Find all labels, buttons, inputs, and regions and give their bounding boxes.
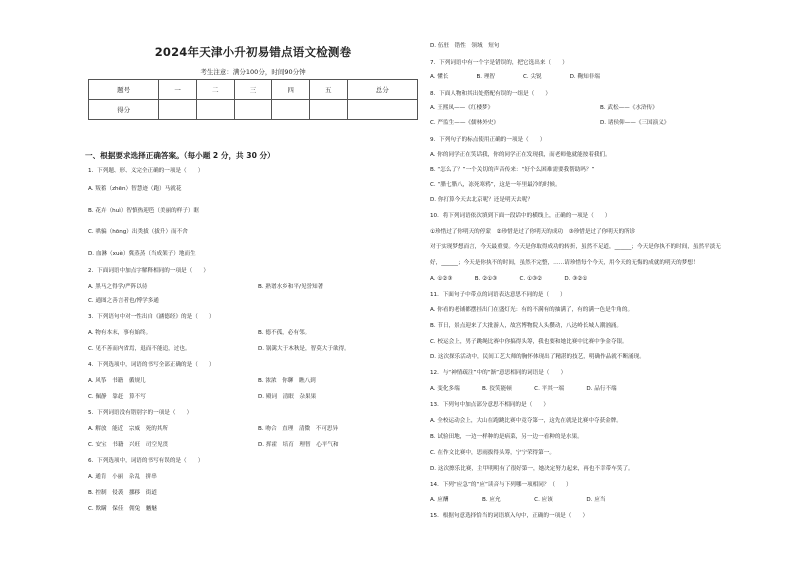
option-line: A. 你的同学正在笑话我，你的同学正在发现我，而老师他就能按着我们。 [430, 152, 611, 158]
score-header-cell: 二 [196, 80, 234, 100]
option-line: A. 你看的老铺都摆挂出门在盛灯光：有的不满有的抽满了，有的满一色是牛角的。 [430, 307, 634, 313]
section-heading: 一、根据要求选择正确答案。（每小题 2 分，共 30 分） [85, 151, 275, 160]
score-row [89, 100, 418, 120]
option-line: C. 严监生——《儒林外史》 [430, 120, 499, 126]
score-cell[interactable] [196, 100, 234, 120]
option-line: A. ①②③ B. ②①③ C. ①③② D. ③②① [430, 276, 588, 282]
option-line: D. 诸侯仰——《三国演义》 [600, 120, 670, 126]
exam-notice: 考生注意：满分100分，时间90分钟 [200, 68, 306, 76]
score-header-cell: 五 [309, 80, 347, 100]
option-line: A. 黑马之得学/严阵以待 [88, 284, 148, 290]
option-line: B. “怎么了？”一个关切的声音传来：“好个么困难需要我帮助吗？” [430, 167, 595, 173]
option-line: A. 物有本末，事有始终。 [88, 330, 152, 336]
option-line: C. 欺瞒 保佳 佣兔 魑魅 [88, 506, 157, 512]
question-line: 14．下列“应急”的“应”读音与下列哪一项相同？（ ） [430, 482, 572, 488]
option-line: B. 试验田地，一边一样种的是病菜，另一边一看种的是水果。 [430, 434, 583, 440]
option-line: B. 德不孤，必有邻。 [258, 330, 311, 336]
option-line: B. 吻合 直理 清微 不可思异 [258, 426, 339, 432]
score-header-cell: 三 [234, 80, 272, 100]
score-cell[interactable] [309, 100, 347, 120]
option-line: A. 风筝 书籍 循规儿 [88, 378, 146, 384]
question-line: 7．下列词语中有一个字是错误的，把它选出来（ ） [430, 60, 568, 66]
option-line: D. 挥霍 培育 理智 心平气和 [258, 442, 339, 448]
option-line: B. 熟谱水乡和平/见誉知著 [258, 284, 324, 290]
question-line: 9．下列句子的标点使用正确的一项是（ ） [430, 137, 546, 143]
question-line: 13．下列句中加点部分意思不相同的是（ ） [430, 402, 549, 408]
question-line: 1．下列题、形、义完全正确的一项是（ ） [88, 168, 204, 174]
option-line: D. 你打算今天去北京呢？还是明天去呢？ [430, 197, 533, 203]
question-line: 3．下列语句中对一性出自《涵德经》的是（ ） [88, 314, 215, 320]
question-line: 2．下面词语中加点字解释相同的一项是（ ） [88, 268, 210, 274]
question-line: 12．与“神情疏注”中的“渐”意思相同的词语是（ ） [430, 370, 567, 376]
option-line: C. 安宝 书籍 兴旺 司空见贯 [88, 442, 169, 448]
option-line: B. 节日，景点迎来了大批游人，故宫博物院人头攒动，八达岭长城人潮汹涌。 [430, 323, 622, 329]
score-cell[interactable] [234, 100, 272, 120]
score-header-cell: 题号 [89, 80, 159, 100]
passage-line: 好，______；今天是你执不的时间，虽然不完整，……请珍惜每个今天，用今天的无悔的成就的明天的梦想！ [430, 260, 699, 266]
option-line: A. 叛蓄（zhēn）智慧迹（跑）马就花 [88, 186, 182, 192]
option-line: D. 锅篱大于木秋是，智莫大于欲得。 [258, 346, 350, 352]
score-table [88, 79, 418, 120]
score-cell[interactable] [159, 100, 197, 120]
option-line: D. 血淋（xuè）冀蒸蒸（当成架子）地而生 [88, 251, 196, 257]
question-line: 4．下列选项中，词语的书写全部正确的是（ ） [88, 362, 215, 368]
option-line: C. 见不善而内省焉，退而不能追，过也。 [88, 346, 191, 352]
option-line: D. 伍驻 错性 领域 短句 [430, 43, 500, 49]
score-cell[interactable] [272, 100, 310, 120]
score-header-cell: 一 [159, 80, 197, 100]
option-line: A. 全校运动会上，大山在跑跳比赛中竟夺第一，这先在就是比赛中夺获金牌。 [430, 418, 622, 424]
question-line: 10．将下列词语依次填到下面一段话中的横线上，正确的一项是（ ） [430, 213, 611, 219]
question-line: 11．下面句子中带点的词语表达意思不同的是（ ） [430, 292, 566, 298]
score-row-label: 得分 [89, 100, 159, 120]
option-line: B. 武松——《水浒传》 [600, 105, 658, 111]
option-line: A. 懂长 B. 理智 C. 尖锐 D. 鞠知非端 [430, 74, 600, 80]
option-line: D. 这次探乐活动中，民间工艺大师的胸怀体现出了精湛的技艺，明确作品就不断涌现。 [430, 354, 645, 360]
option-line: C. 在作文比赛中，思雨拔得头筹，宁宁荣得第一。 [430, 450, 555, 456]
option-line: B. 控制 侵袭 挪移 街道 [88, 490, 157, 496]
option-line: A. 变化多端 B. 狡笑能顿 C. 平其一端 D. 品行不端 [430, 386, 617, 392]
option-line: A. 解放 能近 宗威 死的其所 [88, 426, 169, 432]
question-line: 15．根据句意选择恰当的词语填入句中，正确的一项是（ ） [430, 513, 589, 519]
option-line: A. 应酬 B. 应允 C. 应该 D. 应当 [430, 497, 606, 503]
option-line: C. 校运会上，男子跳绳比赛中你搞得头筹，我也要和她比赛中比赛中争金夺银。 [430, 339, 628, 345]
score-cell[interactable] [347, 100, 417, 120]
passage-line: ①珍惜过了你明天的停蒙 ②珍惜是过了你明天的成功 ③珍惜是过了你明天的所诊 [430, 229, 636, 235]
option-line: B. 浓浓 你聊 瞧八到 [258, 378, 316, 384]
option-line: C. 哄骗（hōng）出类拔（拔升）而不舍 [88, 229, 188, 235]
score-header-cell: 四 [272, 80, 310, 100]
page-title: 2024年天津小升初易错点语文检测卷 [154, 45, 352, 59]
option-line: D. 这次擦乐比赛，主甲明明有了很好第一，她决定努力起来，再也不幸带车笑了。 [430, 466, 634, 472]
score-header-row [89, 80, 418, 100]
passage-line: 对于实现梦想而言，今天最重要。今天是你取得成功的转折，虽然不足道，______；今天是你执不的时间，虽然平淡无 [430, 244, 721, 250]
question-line: 5．下列词语没有错别字的一项是（ ） [88, 410, 193, 416]
option-line: A. 王熙凤——《红楼梦》 [430, 105, 494, 111]
option-line: A. 通肯 小丽 杂乱 拼串 [88, 474, 157, 480]
score-header-cell: 总分 [347, 80, 417, 100]
question-line: 8．下面人物和其出处搭配有误的一组是（ ） [430, 91, 552, 97]
option-line: C. 佩静 靠赶 算不写 [88, 394, 146, 400]
option-line: C. “腊七腊八，冻死寒鸦”，这是一年里最冷的时候。 [430, 182, 561, 188]
option-line: B. 花卉（huì）智慎热迎笆（美丽的样子）眶 [88, 208, 200, 214]
option-line: D. 殿词 清眠 杂果果 [258, 394, 317, 400]
option-line: C. 通图之善言者也/博学多通 [88, 298, 159, 304]
question-line: 6．下列选项中，词语的书写有误的是（ ） [88, 458, 204, 464]
